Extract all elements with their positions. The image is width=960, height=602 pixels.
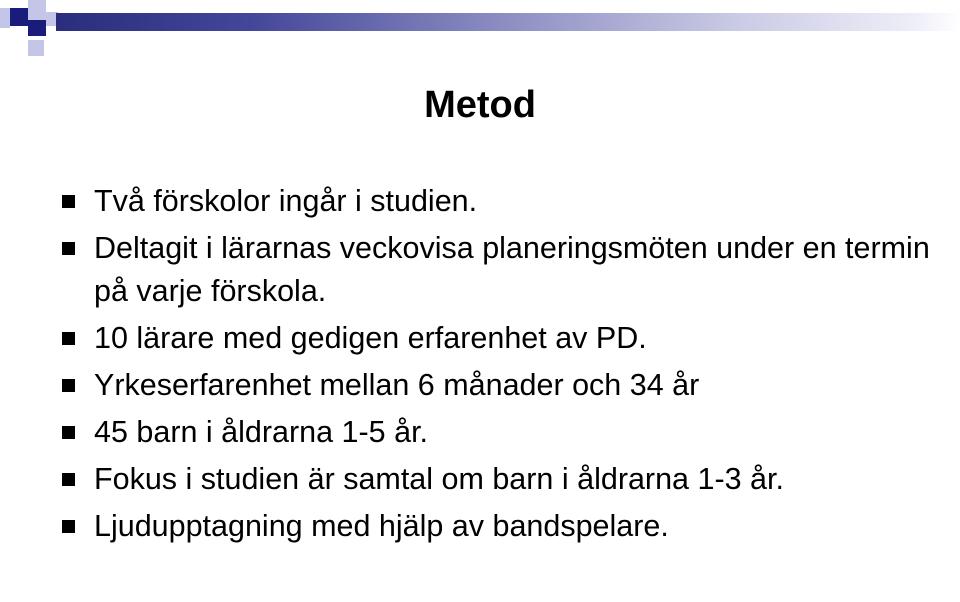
square-bullet-icon <box>62 426 75 439</box>
slide-title <box>0 82 960 128</box>
decor-square <box>10 8 28 26</box>
square-bullet-icon <box>62 473 75 486</box>
bullet-list <box>62 180 942 552</box>
bullet-item <box>62 411 942 454</box>
decor-square <box>28 40 44 56</box>
bullet-item <box>62 364 942 407</box>
square-bullet-icon <box>62 520 75 533</box>
bullet-text: 45 barn i åldrarna 1-5 år. <box>94 415 429 449</box>
decor-square <box>28 20 46 36</box>
decor-square <box>0 8 10 28</box>
bullet-item <box>62 458 942 501</box>
decor-square <box>28 0 46 20</box>
bullet-item <box>62 227 942 313</box>
bullet-item <box>62 505 942 548</box>
bullet-text: Två förskolor ingår i studien. <box>94 184 478 218</box>
slide-title-text: Metod <box>424 84 536 126</box>
bullet-item <box>62 180 942 223</box>
header-gradient-bar <box>56 13 960 31</box>
bullet-text: Ljudupptagning med hjälp av bandspelare. <box>94 509 669 543</box>
bullet-text: Deltagit i lärarnas veckovisa planeringsmöten under en termin på varje förskola. <box>94 231 930 308</box>
square-bullet-icon <box>62 242 75 255</box>
square-bullet-icon <box>62 332 75 345</box>
bullet-text: 10 lärare med gedigen erfarenhet av PD. <box>94 321 647 355</box>
bullet-text: Fokus i studien är samtal om barn i åldrarna 1-3 år. <box>94 462 784 496</box>
bullet-text: Yrkeserfarenhet mellan 6 månader och 34 år <box>94 368 700 402</box>
square-bullet-icon <box>62 379 75 392</box>
bullet-item <box>62 317 942 360</box>
square-bullet-icon <box>62 195 75 208</box>
